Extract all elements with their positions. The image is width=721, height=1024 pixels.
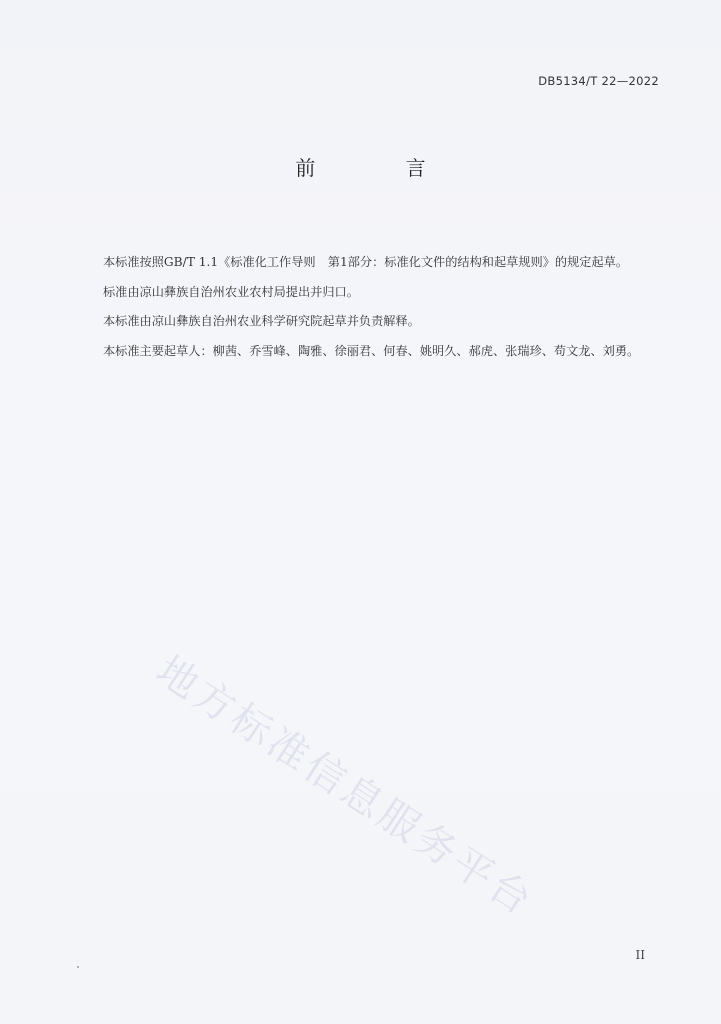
page-number: II [635, 948, 645, 962]
section-title: 前 言 [295, 156, 468, 180]
watermark: 地方标准信息服务平台 [148, 647, 543, 926]
paragraph-drafting-basis: 本标准按照GB/T 1.1《标准化工作导则 第1部分：标准化文件的结构和起草规则》的规定起草。 [103, 255, 629, 269]
document-code: DB5134/T 22—2022 [538, 74, 659, 88]
paragraph-proposer: 标准由凉山彝族自治州农业农村局提出并归口。 [103, 284, 359, 299]
paragraph-drafter-org: 本标准由凉山彝族自治州农业科学研究院起草并负责解释。 [103, 314, 420, 328]
scan-speck [77, 966, 79, 968]
foreword-body [103, 248, 683, 366]
paragraph-drafters: 本标准主要起草人：柳茜、乔雪峰、陶雅、徐丽君、何春、姚明久、郝虎、张瑞珍、苟文龙、刘勇。 [103, 343, 640, 358]
